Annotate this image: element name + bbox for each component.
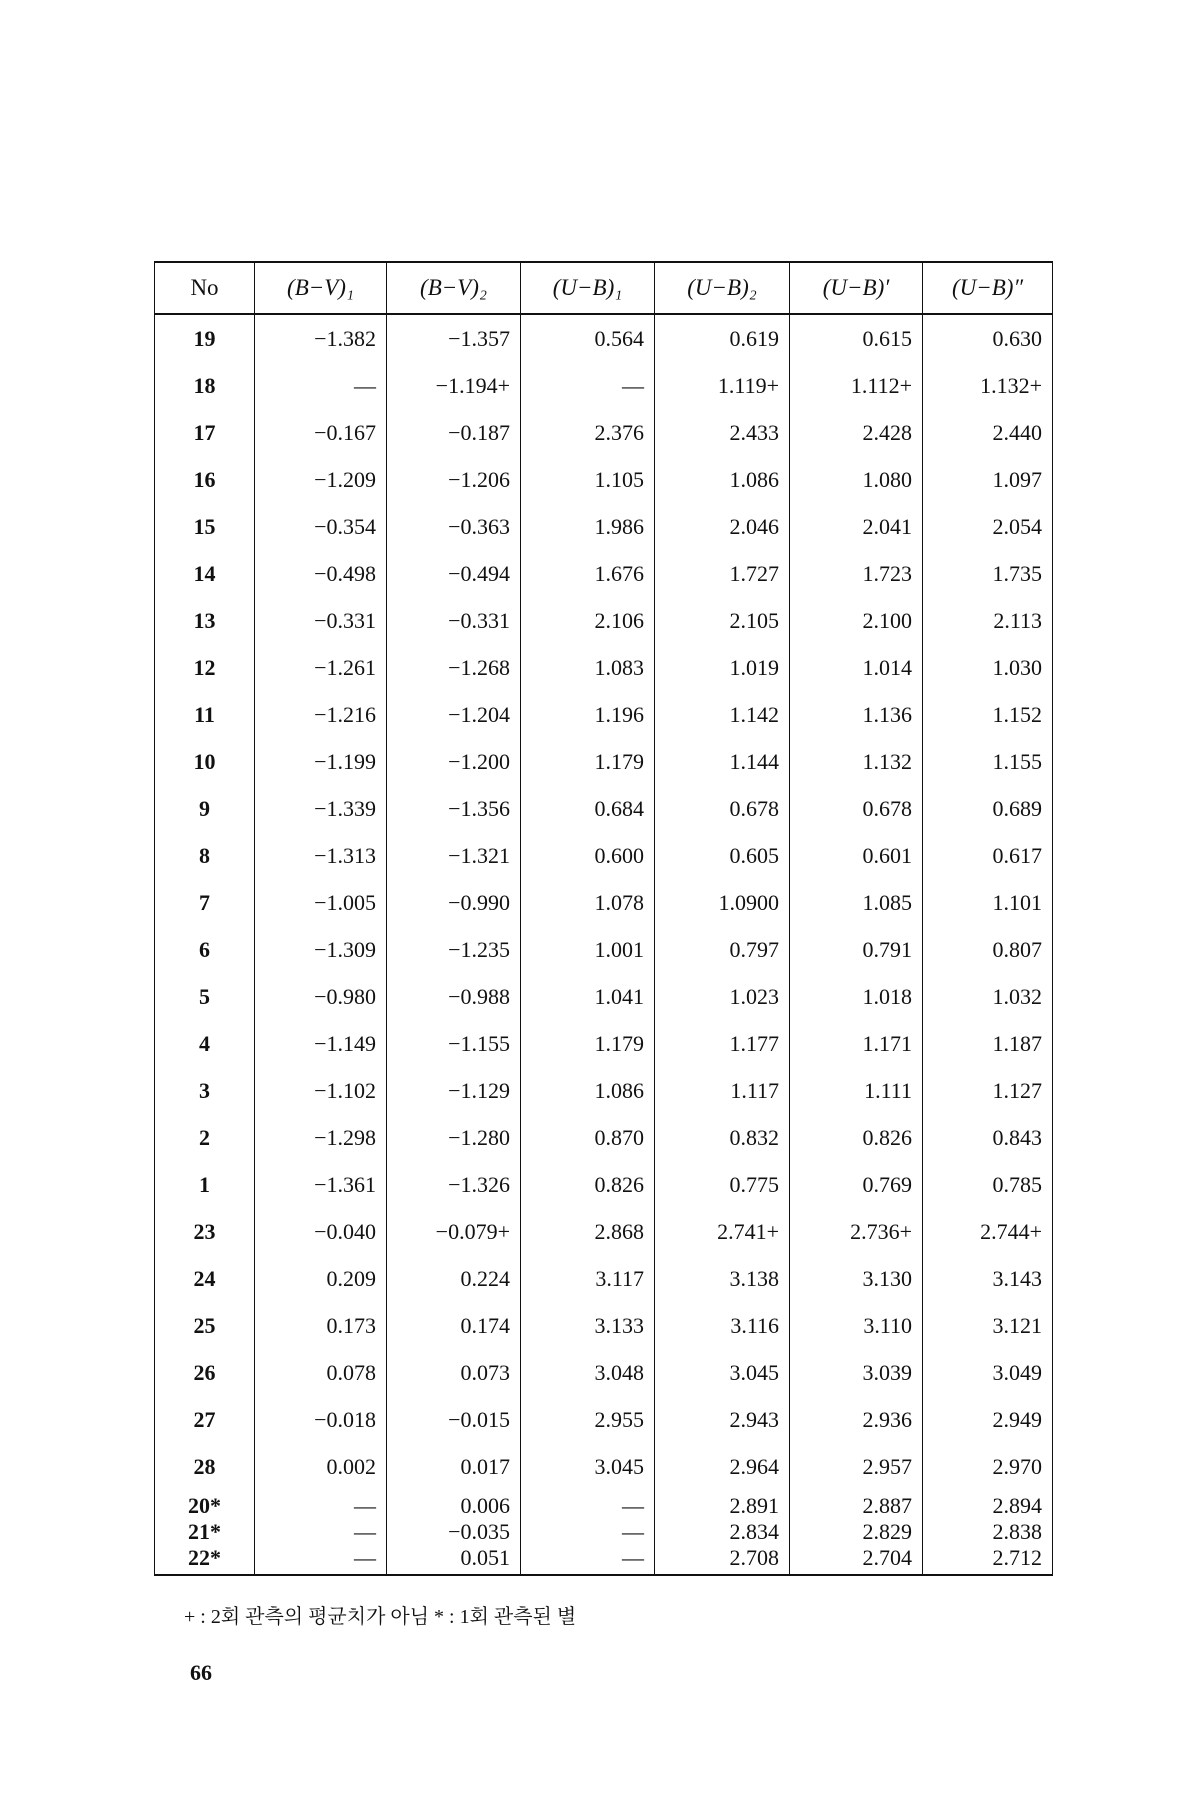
row-number: 21* bbox=[188, 1519, 221, 1544]
table-cell: 3.143 bbox=[923, 1255, 1053, 1302]
table-cell: 1.136 bbox=[790, 691, 923, 738]
row-number: 20* bbox=[188, 1493, 221, 1518]
table-cell: 2.113 bbox=[923, 597, 1053, 644]
table-cell: 0.832 bbox=[655, 1114, 790, 1161]
row-number: 10 bbox=[155, 738, 255, 785]
table-cell: 3.110 bbox=[790, 1302, 923, 1349]
grouped-value: 2.829 bbox=[862, 1519, 912, 1544]
table-cell: −0.079+ bbox=[387, 1208, 521, 1255]
table-cell: −1.361 bbox=[255, 1161, 387, 1208]
row-number: 1 bbox=[155, 1161, 255, 1208]
column-header: (U−B)′ bbox=[790, 262, 923, 314]
table-row bbox=[155, 879, 1053, 926]
row-number: 26 bbox=[155, 1349, 255, 1396]
table-cell: 0.619 bbox=[655, 314, 790, 362]
table-cell: 2.105 bbox=[655, 597, 790, 644]
table-cell: 1.177 bbox=[655, 1020, 790, 1067]
row-number: 14 bbox=[155, 550, 255, 597]
table-cell-group bbox=[387, 1490, 521, 1575]
table-cell: −0.980 bbox=[255, 973, 387, 1020]
grouped-value: 2.894 bbox=[992, 1493, 1042, 1518]
grouped-value: — bbox=[622, 1493, 644, 1518]
table-cell: −1.194+ bbox=[387, 362, 521, 409]
table-cell: 1.086 bbox=[521, 1067, 655, 1114]
table-cell: 0.617 bbox=[923, 832, 1053, 879]
column-header: (B−V)₁ bbox=[255, 262, 387, 314]
page-number: 66 bbox=[190, 1660, 212, 1685]
table-cell: −1.326 bbox=[387, 1161, 521, 1208]
row-number: 24 bbox=[155, 1255, 255, 1302]
table-row bbox=[155, 550, 1053, 597]
table-cell: 0.078 bbox=[255, 1349, 387, 1396]
table-cell: 1.727 bbox=[655, 550, 790, 597]
table-cell: 0.791 bbox=[790, 926, 923, 973]
table-row bbox=[155, 926, 1053, 973]
table-cell: 2.868 bbox=[521, 1208, 655, 1255]
table-cell: 2.970 bbox=[923, 1443, 1053, 1490]
table-cell: −1.261 bbox=[255, 644, 387, 691]
row-number: 7 bbox=[155, 879, 255, 926]
grouped-value: 2.708 bbox=[729, 1545, 779, 1570]
table-cell: 0.775 bbox=[655, 1161, 790, 1208]
table-row bbox=[155, 1208, 1053, 1255]
table-cell: 0.870 bbox=[521, 1114, 655, 1161]
table-cell: 3.138 bbox=[655, 1255, 790, 1302]
table-cell: — bbox=[255, 362, 387, 409]
table-row bbox=[155, 1255, 1053, 1302]
table-cell: −0.988 bbox=[387, 973, 521, 1020]
table-cell: 0.826 bbox=[521, 1161, 655, 1208]
table-cell: 1.032 bbox=[923, 973, 1053, 1020]
table-cell: 1.132 bbox=[790, 738, 923, 785]
table-cell: 1.023 bbox=[655, 973, 790, 1020]
table-cell: 3.121 bbox=[923, 1302, 1053, 1349]
table-cell: −1.357 bbox=[387, 314, 521, 362]
grouped-value: — bbox=[354, 1545, 376, 1570]
table-cell: 1.041 bbox=[521, 973, 655, 1020]
table-cell: 2.744+ bbox=[923, 1208, 1053, 1255]
grouped-value: 2.834 bbox=[729, 1519, 779, 1544]
table-row bbox=[155, 1114, 1053, 1161]
row-number: 16 bbox=[155, 456, 255, 503]
table-cell-group bbox=[923, 1490, 1053, 1575]
row-number: 9 bbox=[155, 785, 255, 832]
table-row bbox=[155, 456, 1053, 503]
table-cell: 2.936 bbox=[790, 1396, 923, 1443]
grouped-value: 0.006 bbox=[460, 1493, 510, 1518]
table-row bbox=[155, 973, 1053, 1020]
table-cell: −1.235 bbox=[387, 926, 521, 973]
table-row bbox=[155, 785, 1053, 832]
table-cell: 3.117 bbox=[521, 1255, 655, 1302]
table-cell: 0.769 bbox=[790, 1161, 923, 1208]
table-cell: 1.001 bbox=[521, 926, 655, 973]
row-number: 3 bbox=[155, 1067, 255, 1114]
table-cell: −1.200 bbox=[387, 738, 521, 785]
table-header-row bbox=[155, 262, 1053, 314]
table-cell: 2.428 bbox=[790, 409, 923, 456]
table-cell: 0.073 bbox=[387, 1349, 521, 1396]
table-row bbox=[155, 1067, 1053, 1114]
table-cell: 1.086 bbox=[655, 456, 790, 503]
table-cell: 2.949 bbox=[923, 1396, 1053, 1443]
table-cell: −1.155 bbox=[387, 1020, 521, 1067]
table-cell: −0.018 bbox=[255, 1396, 387, 1443]
table-cell: −0.167 bbox=[255, 409, 387, 456]
table-cell: 1.105 bbox=[521, 456, 655, 503]
table-cell: 2.955 bbox=[521, 1396, 655, 1443]
table-cell: 2.054 bbox=[923, 503, 1053, 550]
table-cell: 0.564 bbox=[521, 314, 655, 362]
table-cell: 0.224 bbox=[387, 1255, 521, 1302]
table-cell: 1.0900 bbox=[655, 879, 790, 926]
table-cell: 2.433 bbox=[655, 409, 790, 456]
table-cell: −1.280 bbox=[387, 1114, 521, 1161]
table-cell: 1.111 bbox=[790, 1067, 923, 1114]
table-cell: −1.339 bbox=[255, 785, 387, 832]
table-cell: 0.173 bbox=[255, 1302, 387, 1349]
table-cell: 1.117 bbox=[655, 1067, 790, 1114]
table-cell: 2.100 bbox=[790, 597, 923, 644]
table-cell: −1.313 bbox=[255, 832, 387, 879]
table-cell: 1.144 bbox=[655, 738, 790, 785]
table-cell: 1.019 bbox=[655, 644, 790, 691]
table-cell: 3.045 bbox=[655, 1349, 790, 1396]
footnote: + : 2회 관측의 평균치가 아님 * : 1회 관측된 별 bbox=[184, 1606, 577, 1628]
table-cell: −1.298 bbox=[255, 1114, 387, 1161]
table-row bbox=[155, 832, 1053, 879]
table-cell: 3.049 bbox=[923, 1349, 1053, 1396]
table-row bbox=[155, 314, 1053, 362]
table-cell: 1.018 bbox=[790, 973, 923, 1020]
row-number: 25 bbox=[155, 1302, 255, 1349]
table-cell: 1.097 bbox=[923, 456, 1053, 503]
table-cell: 1.179 bbox=[521, 1020, 655, 1067]
table-cell: −1.309 bbox=[255, 926, 387, 973]
row-number: 8 bbox=[155, 832, 255, 879]
table-cell: −0.187 bbox=[387, 409, 521, 456]
table-cell: −0.990 bbox=[387, 879, 521, 926]
table-cell: 2.741+ bbox=[655, 1208, 790, 1255]
table-row bbox=[155, 503, 1053, 550]
table-cell: −1.321 bbox=[387, 832, 521, 879]
table-cell: 1.119+ bbox=[655, 362, 790, 409]
table-cell: 1.132+ bbox=[923, 362, 1053, 409]
table-cell: 2.957 bbox=[790, 1443, 923, 1490]
row-number: 27 bbox=[155, 1396, 255, 1443]
grouped-table-row bbox=[155, 1490, 1053, 1575]
table-cell: 1.127 bbox=[923, 1067, 1053, 1114]
table-cell: 1.179 bbox=[521, 738, 655, 785]
table-cell: 1.986 bbox=[521, 503, 655, 550]
table-cell: 0.209 bbox=[255, 1255, 387, 1302]
table-cell: 0.002 bbox=[255, 1443, 387, 1490]
table-cell: 0.684 bbox=[521, 785, 655, 832]
row-number: 12 bbox=[155, 644, 255, 691]
table-cell: 1.085 bbox=[790, 879, 923, 926]
row-number: 2 bbox=[155, 1114, 255, 1161]
table-cell: 1.152 bbox=[923, 691, 1053, 738]
table-row bbox=[155, 1020, 1053, 1067]
table-cell: 1.171 bbox=[790, 1020, 923, 1067]
table-cell: −1.356 bbox=[387, 785, 521, 832]
grouped-value: — bbox=[354, 1519, 376, 1544]
row-number: 28 bbox=[155, 1443, 255, 1490]
table-cell: 0.605 bbox=[655, 832, 790, 879]
row-number: 23 bbox=[155, 1208, 255, 1255]
row-number: 22* bbox=[188, 1545, 221, 1570]
table-cell: −1.129 bbox=[387, 1067, 521, 1114]
table-cell: 0.017 bbox=[387, 1443, 521, 1490]
table-cell: 0.826 bbox=[790, 1114, 923, 1161]
grouped-value: 2.712 bbox=[992, 1545, 1042, 1570]
table-cell: 0.843 bbox=[923, 1114, 1053, 1161]
table-cell: 2.964 bbox=[655, 1443, 790, 1490]
table-row bbox=[155, 597, 1053, 644]
table-cell-group bbox=[655, 1490, 790, 1575]
grouped-value: — bbox=[622, 1519, 644, 1544]
table-cell: 0.689 bbox=[923, 785, 1053, 832]
table-cell: 1.676 bbox=[521, 550, 655, 597]
table-cell: 0.601 bbox=[790, 832, 923, 879]
row-number: 11 bbox=[155, 691, 255, 738]
table-cell: 0.600 bbox=[521, 832, 655, 879]
table-cell: −0.363 bbox=[387, 503, 521, 550]
table-row bbox=[155, 1161, 1053, 1208]
table-cell: 2.440 bbox=[923, 409, 1053, 456]
table-cell: 1.196 bbox=[521, 691, 655, 738]
column-header: (U−B)″ bbox=[923, 262, 1053, 314]
table-row bbox=[155, 1443, 1053, 1490]
table-cell: −1.204 bbox=[387, 691, 521, 738]
table-cell: 3.039 bbox=[790, 1349, 923, 1396]
table-cell: 2.943 bbox=[655, 1396, 790, 1443]
table-cell: −0.354 bbox=[255, 503, 387, 550]
row-number: 15 bbox=[155, 503, 255, 550]
table-cell: 2.736+ bbox=[790, 1208, 923, 1255]
table-row bbox=[155, 1349, 1053, 1396]
table-cell: 0.678 bbox=[655, 785, 790, 832]
grouped-value: −0.035 bbox=[448, 1519, 510, 1544]
grouped-value: 2.704 bbox=[862, 1545, 912, 1570]
table-cell: 1.723 bbox=[790, 550, 923, 597]
table-cell: 3.045 bbox=[521, 1443, 655, 1490]
column-header: (U−B)₂ bbox=[655, 262, 790, 314]
table-cell: 0.807 bbox=[923, 926, 1053, 973]
row-number: 19 bbox=[155, 314, 255, 362]
table-cell: 1.187 bbox=[923, 1020, 1053, 1067]
grouped-value: 0.051 bbox=[460, 1545, 510, 1570]
table-cell: −0.331 bbox=[255, 597, 387, 644]
table-cell: −0.331 bbox=[387, 597, 521, 644]
table-cell: 0.615 bbox=[790, 314, 923, 362]
table-cell: −1.005 bbox=[255, 879, 387, 926]
grouped-value: — bbox=[622, 1545, 644, 1570]
table-cell: −0.015 bbox=[387, 1396, 521, 1443]
table-cell: −1.209 bbox=[255, 456, 387, 503]
table-row bbox=[155, 409, 1053, 456]
table-cell: 3.130 bbox=[790, 1255, 923, 1302]
table-cell: 0.785 bbox=[923, 1161, 1053, 1208]
table-cell: 1.078 bbox=[521, 879, 655, 926]
table-cell: −0.494 bbox=[387, 550, 521, 597]
table-cell: 1.735 bbox=[923, 550, 1053, 597]
table-row bbox=[155, 362, 1053, 409]
table-cell: −1.199 bbox=[255, 738, 387, 785]
row-number: 17 bbox=[155, 409, 255, 456]
table-cell: 1.014 bbox=[790, 644, 923, 691]
table-row bbox=[155, 1396, 1053, 1443]
table-cell-group bbox=[521, 1490, 655, 1575]
table-cell: 1.142 bbox=[655, 691, 790, 738]
table-cell: 0.797 bbox=[655, 926, 790, 973]
table-cell: 2.041 bbox=[790, 503, 923, 550]
table-row bbox=[155, 738, 1053, 785]
table-cell: 2.106 bbox=[521, 597, 655, 644]
table-cell: 1.155 bbox=[923, 738, 1053, 785]
grouped-value: 2.887 bbox=[862, 1493, 912, 1518]
table-cell: 3.116 bbox=[655, 1302, 790, 1349]
table-cell-group bbox=[790, 1490, 923, 1575]
table-cell: −1.149 bbox=[255, 1020, 387, 1067]
table-cell: 1.080 bbox=[790, 456, 923, 503]
table-cell: — bbox=[521, 362, 655, 409]
table-row bbox=[155, 644, 1053, 691]
table-cell-group bbox=[255, 1490, 387, 1575]
row-number: 4 bbox=[155, 1020, 255, 1067]
table-cell: −0.040 bbox=[255, 1208, 387, 1255]
table-cell: −1.216 bbox=[255, 691, 387, 738]
table-cell: 2.046 bbox=[655, 503, 790, 550]
row-number-group bbox=[155, 1490, 255, 1575]
table-row bbox=[155, 1302, 1053, 1349]
table-cell: −1.206 bbox=[387, 456, 521, 503]
column-header: No bbox=[155, 262, 255, 314]
table-cell: 1.030 bbox=[923, 644, 1053, 691]
table-cell: 1.112+ bbox=[790, 362, 923, 409]
row-number: 18 bbox=[155, 362, 255, 409]
table-cell: −1.268 bbox=[387, 644, 521, 691]
table-cell: 0.678 bbox=[790, 785, 923, 832]
table-cell: −1.102 bbox=[255, 1067, 387, 1114]
grouped-value: — bbox=[354, 1493, 376, 1518]
photometry-table bbox=[154, 261, 1053, 1576]
table-cell: 1.083 bbox=[521, 644, 655, 691]
table-cell: 3.048 bbox=[521, 1349, 655, 1396]
column-header: (B−V)₂ bbox=[387, 262, 521, 314]
table-cell: 1.101 bbox=[923, 879, 1053, 926]
table-cell: −0.498 bbox=[255, 550, 387, 597]
grouped-value: 2.891 bbox=[729, 1493, 779, 1518]
column-header: (U−B)₁ bbox=[521, 262, 655, 314]
table-cell: 2.376 bbox=[521, 409, 655, 456]
table-row bbox=[155, 691, 1053, 738]
table-cell: −1.382 bbox=[255, 314, 387, 362]
table-cell: 0.174 bbox=[387, 1302, 521, 1349]
row-number: 5 bbox=[155, 973, 255, 1020]
grouped-value: 2.838 bbox=[992, 1519, 1042, 1544]
table-cell: 0.630 bbox=[923, 314, 1053, 362]
row-number: 13 bbox=[155, 597, 255, 644]
table-cell: 3.133 bbox=[521, 1302, 655, 1349]
row-number: 6 bbox=[155, 926, 255, 973]
